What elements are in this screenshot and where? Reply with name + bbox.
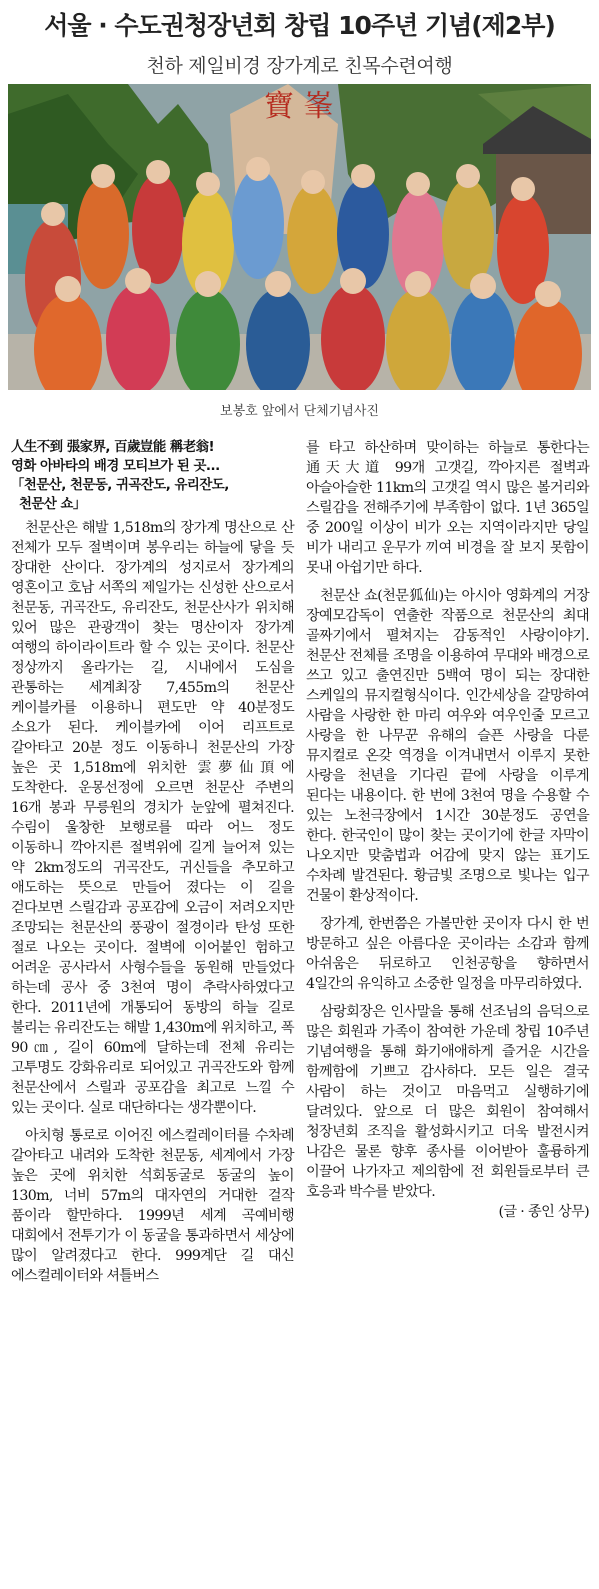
photo-caption: 보봉호 앞에서 단체기념사진 — [220, 404, 379, 419]
body-paragraph: 를 타고 하산하며 맞이하는 하늘로 통한다는 通天大道 99개 고갯길, 깍아지른 절벽과 아슬아슬한 11km의 고갯길 역시 많은 볼거리와 스릴감을 전해주기에 부족함이 없다. 1년 365일 중 200일 이상이 비가 오는 지역이라지만 당일 비가 내리고 운무가 끼여 비경을 잘 보지 못함이 못내 아쉽기만 하다. — [306, 440, 589, 576]
heading-line: 영화 아바타의 배경 모티브가 된 곳... — [11, 459, 220, 474]
body-paragraph: 아치형 통로로 이어진 에스컬레이터를 수차례 갈아타고 내려와 도착한 천문동, 세계에서 가장 높은 곳에 위치한 석회동굴로 동굴의 높이 130m, 너비 57m의 대자연의 거대한 걸작 품이라 할만하다. 1999년 세계 곡예비행 대회에서 전투기가 이 동굴을 통과하면서 세상에 많이 알려졌다고 한다. 999계단 길 대신 에스컬레이터와 셔틀버스 — [11, 1128, 294, 1284]
heading-line: 천문산 쇼」 — [19, 497, 86, 512]
article-column-right — [306, 438, 589, 1222]
heading-line: 「천문산, 천문동, 귀곡잔도, 유리잔도, — [11, 478, 229, 493]
heading-line: 人生不到 張家界, 百歲豈能 稱老翁! — [11, 440, 215, 455]
photo-sign-text: 寶 峯 — [264, 89, 334, 124]
body-paragraph: 천문산 쇼(천문狐仙)는 아시아 영화계의 거장 장예모감독이 연출한 작품으로 천문산의 최대 골짜기에서 펼쳐지는 감동적인 사랑이야기. 천문산 전체를 조명을 이용하여 무대와 배경으로 쓰고 있고 출연진만 5백여 명이 되는 장대한 스케일의 뮤지컬형식이다. 인간세상을 갈망하여 사람을 사랑한 한 마리 여우와 여우인줄 모르고 사랑을 한 나무꾼 유해의 슬픈 사랑을 다룬 뮤지컬로 온갖 역경을 이겨내면서 이루지 못한 사랑을 천년을 기다린 끝에 사랑을 이루게 된다는 내용이다. 한 번에 3천여 명을 수용할 수 있는 노천극장에서 1시간 30분정도 공연을 한다. 한국인이 많이 찾는 곳이기에 한글 자막이 나오지만 맞춤법과 어감에 맞지 않는 표기도 수차례 발견된다. 황금빛 조명으로 빛나는 입구 건물이 환상적이다. — [306, 588, 589, 904]
article-heading — [11, 438, 294, 514]
body-paragraph: 천문산은 해발 1,518m의 장가계 명산으로 산 전체가 모두 절벽이며 봉우리는 하늘에 닿을 듯 장대한 산이다. 장가계의 성지로서 장가계의 영혼이고 호남 서쪽의 제일가는 신성한 산으로서 천문동, 귀곡잔도, 유리잔도, 천문산사가 위치해 있어 많은 관광객이 찾는 명산이자 장가계 여행의 하이라이트라 할 수 있는 곳이다. 천문산 정상까지 올라가는 길, 시내에서 도심을 관통하는 세계최장 7,455m의 천문산 케이블카를 이용하니 편도만 약 40분정도 소요가 된다. 케이블카에 이어 리프트로 갈아타고 20분 정도 이동하니 천문산의 가장 높은 곳 1,518m에 위치한 雲夢仙頂에 도착한다. 운몽선정에 오르면 천문산 주변의 16개 봉과 무릉원의 경치가 눈앞에 펼쳐진다. 수림이 울창한 보행로를 따라 어느 정도 이동하니 깍아지른 절벽위에 길게 늘어져 있는 약 2km정도의 귀곡잔도, 귀신들을 추모하고 애도하는 뜻으로 만들어 졌다는 이 길을 걷다보면 스릴감과 공포감에 오금이 저려오지만 조망되는 천문산의 풍광이 절경이라 탄성 또한 절로 나오는 곳이다. 절벽에 이어붙인 험하고 어려운 공사라서 사형수들을 동원해 만들었다 하는데 공사 중 3천여 명이 추락사하였다고 한다. 2011년에 개통되어 동방의 하늘 길로 불리는 유리잔도는 해발 1,430m에 위치하고, 폭 90㎝, 길이 60m에 달하는데 전체 유리는 고투명도 강화유리로 되어있고 귀곡잔도와 함께 천문산에서 스릴과 공포감을 최고로 느낄 수 있는 곳이다. 실로 대단하다는 생각뿐이다. — [11, 520, 294, 1116]
article-title: 서울 · 수도권청장년회 창립 10주년 기념(제2부) — [44, 11, 555, 40]
article-byline: (글 · 종인 상무) — [498, 1204, 589, 1220]
body-paragraph: 삼랑회장은 인사말을 통해 선조님의 음덕으로 많은 회원과 가족이 참여한 가운데 창립 10주년 기념여행을 통해 화기애애하게 즐거운 시간을 함께함에 기쁘고 감사하다. 모든 일은 결국 사람이 하는 것이고 마음먹고 실행하기에 달려있다. 앞으로 더 많은 회원이 참여해서 청장년회 조직을 활성화시키고 더욱 발전시켜 나감은 물론 향후 종사를 이어받아 훌륭하게 이끌어 나가자고 제의함에 전 회원들로부터 큰 호응과 박수를 받았다. — [306, 1004, 589, 1200]
article-column-left — [11, 438, 294, 1286]
article-subtitle: 천하 제일비경 장가계로 친목수련여행 — [146, 55, 453, 77]
group-photo — [8, 84, 591, 390]
body-paragraph: 장가계, 한번쯤은 가볼만한 곳이자 다시 한 번 방문하고 싶은 아름다운 곳이라는 소감과 함께 아쉬움은 뒤로하고 인천공항을 향하면서 4일간의 유익하고 소중한 일정을 마무리하였다. — [306, 916, 589, 992]
